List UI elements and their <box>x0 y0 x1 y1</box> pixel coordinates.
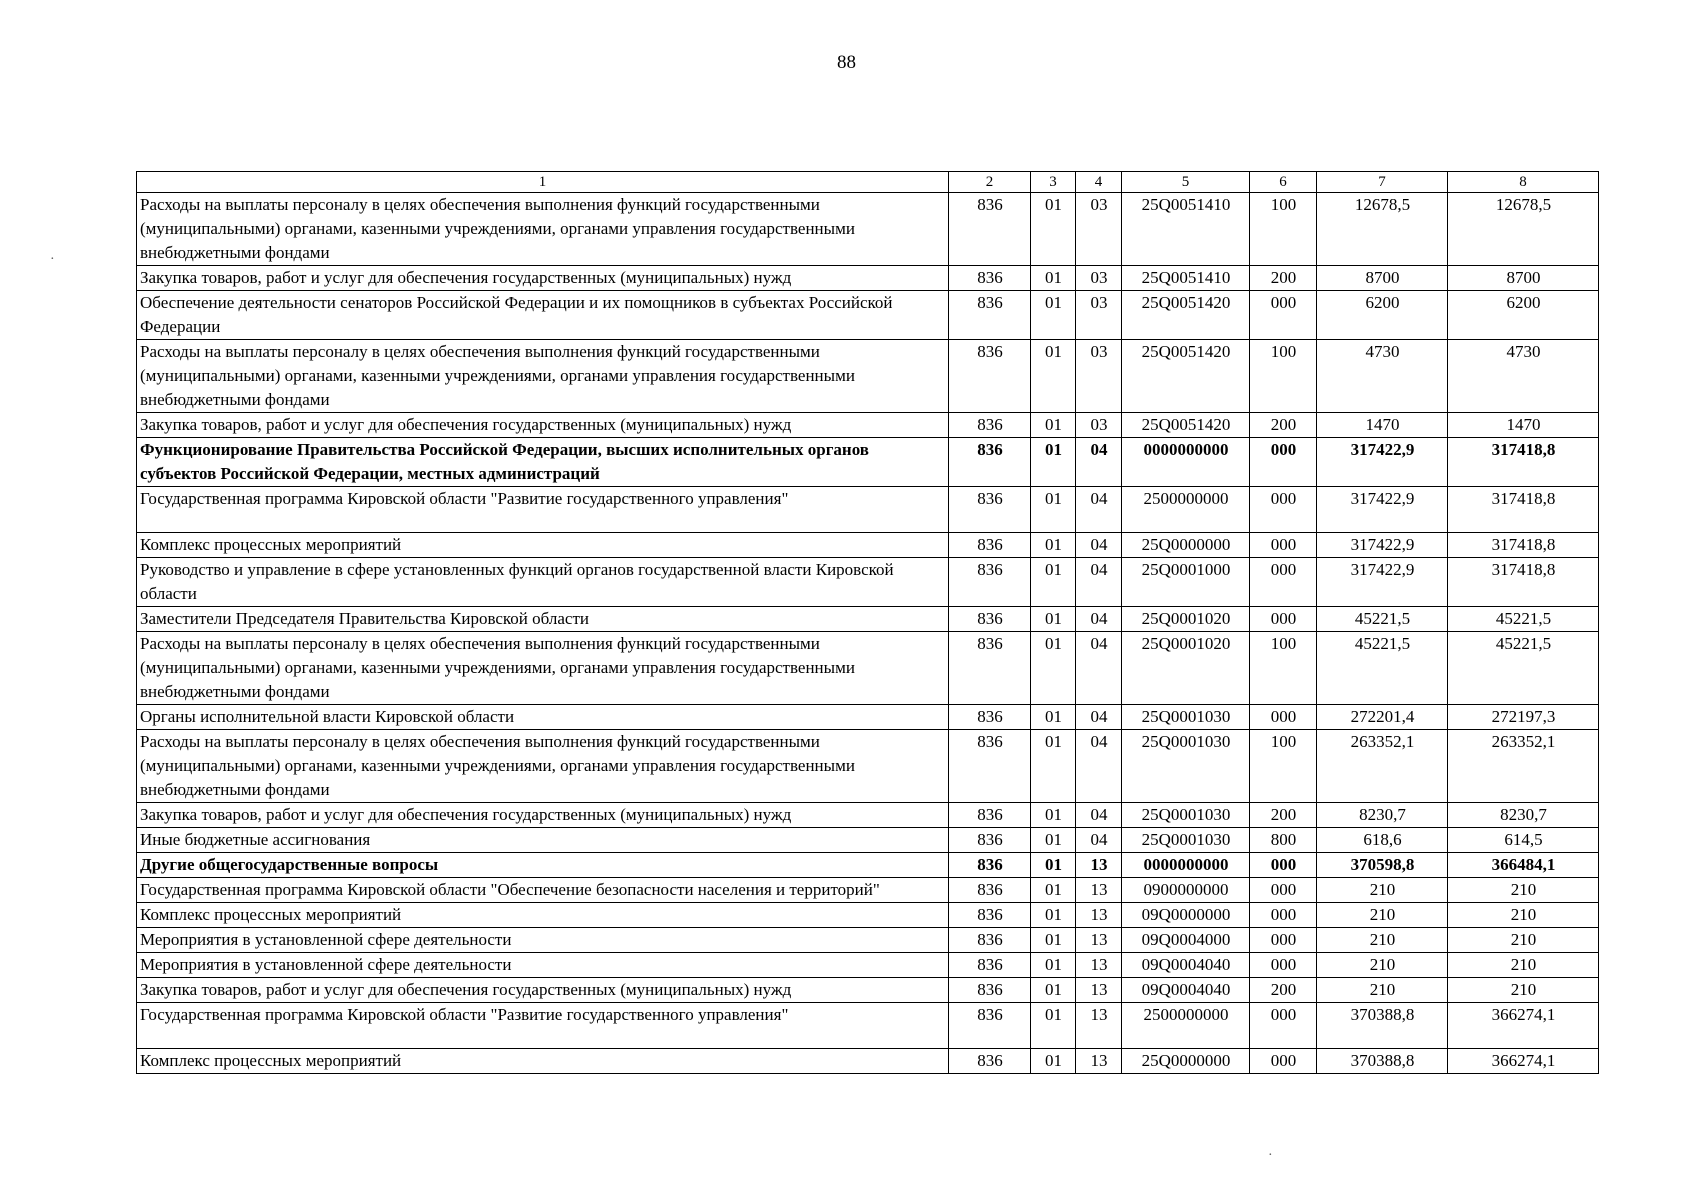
amount-year2-cell: 45221,5 <box>1448 632 1599 705</box>
section-cell: 01 <box>1031 928 1076 953</box>
expense-type-cell: 200 <box>1250 413 1317 438</box>
admin-code-cell: 836 <box>949 487 1031 533</box>
amount-year1-cell: 210 <box>1317 878 1448 903</box>
section-cell: 01 <box>1031 853 1076 878</box>
admin-code-cell: 836 <box>949 878 1031 903</box>
expense-type-cell: 000 <box>1250 705 1317 730</box>
table-row <box>137 730 1599 803</box>
target-article-cell: 0000000000 <box>1122 438 1250 487</box>
amount-year2-cell: 366274,1 <box>1448 1049 1599 1074</box>
expense-type-cell: 200 <box>1250 978 1317 1003</box>
scan-speck: · <box>1268 1148 1273 1163</box>
row-name-cell: Обеспечение деятельности сенаторов Российской Федерации и их помощников в субъектах Российской Федерации <box>137 291 949 340</box>
subsection-cell: 13 <box>1076 878 1122 903</box>
header-cell: 8 <box>1448 172 1599 193</box>
scan-speck: · <box>50 252 55 267</box>
admin-code-cell: 836 <box>949 853 1031 878</box>
subsection-cell: 13 <box>1076 953 1122 978</box>
amount-year2-cell: 8230,7 <box>1448 803 1599 828</box>
subsection-cell: 13 <box>1076 1003 1122 1049</box>
subsection-cell: 03 <box>1076 413 1122 438</box>
subsection-cell: 13 <box>1076 1049 1122 1074</box>
header-cell: 3 <box>1031 172 1076 193</box>
row-name-cell: Закупка товаров, работ и услуг для обеспечения государственных (муниципальных) нужд <box>137 978 949 1003</box>
target-article-cell: 25Q0000000 <box>1122 533 1250 558</box>
subsection-cell: 04 <box>1076 705 1122 730</box>
amount-year2-cell: 210 <box>1448 878 1599 903</box>
subsection-cell: 04 <box>1076 730 1122 803</box>
section-cell: 01 <box>1031 607 1076 632</box>
section-cell: 01 <box>1031 803 1076 828</box>
admin-code-cell: 836 <box>949 413 1031 438</box>
subsection-cell: 04 <box>1076 533 1122 558</box>
admin-code-cell: 836 <box>949 705 1031 730</box>
target-article-cell: 09Q0004000 <box>1122 928 1250 953</box>
header-cell: 2 <box>949 172 1031 193</box>
amount-year1-cell: 317422,9 <box>1317 438 1448 487</box>
table-row <box>137 978 1599 1003</box>
amount-year2-cell: 12678,5 <box>1448 193 1599 266</box>
section-cell: 01 <box>1031 438 1076 487</box>
subsection-cell: 03 <box>1076 291 1122 340</box>
page-number: 88 <box>837 52 856 73</box>
target-article-cell: 25Q0001020 <box>1122 632 1250 705</box>
expense-type-cell: 000 <box>1250 533 1317 558</box>
target-article-cell: 25Q0001020 <box>1122 607 1250 632</box>
admin-code-cell: 836 <box>949 266 1031 291</box>
amount-year2-cell: 210 <box>1448 928 1599 953</box>
amount-year1-cell: 45221,5 <box>1317 607 1448 632</box>
row-name-cell: Расходы на выплаты персоналу в целях обеспечения выполнения функций государственными (муниципальными) органами, казенными учреждениями, органами управления государственными внебюджетными фондами <box>137 632 949 705</box>
amount-year2-cell: 210 <box>1448 953 1599 978</box>
section-cell: 01 <box>1031 730 1076 803</box>
amount-year1-cell: 8700 <box>1317 266 1448 291</box>
table-row <box>137 853 1599 878</box>
section-cell: 01 <box>1031 266 1076 291</box>
expense-type-cell: 200 <box>1250 803 1317 828</box>
row-name-cell: Государственная программа Кировской области "Развитие государственного управления" <box>137 1003 949 1049</box>
table-row <box>137 828 1599 853</box>
section-cell: 01 <box>1031 558 1076 607</box>
subsection-cell: 13 <box>1076 903 1122 928</box>
subsection-cell: 03 <box>1076 193 1122 266</box>
expense-type-cell: 100 <box>1250 730 1317 803</box>
amount-year1-cell: 317422,9 <box>1317 558 1448 607</box>
expense-type-cell: 000 <box>1250 438 1317 487</box>
admin-code-cell: 836 <box>949 1049 1031 1074</box>
table-row <box>137 533 1599 558</box>
expense-type-cell: 000 <box>1250 953 1317 978</box>
target-article-cell: 25Q0051420 <box>1122 340 1250 413</box>
expense-type-cell: 000 <box>1250 558 1317 607</box>
table-row <box>137 266 1599 291</box>
table-row <box>137 632 1599 705</box>
row-name-cell: Мероприятия в установленной сфере деятельности <box>137 928 949 953</box>
expense-type-cell: 100 <box>1250 340 1317 413</box>
target-article-cell: 25Q0001030 <box>1122 705 1250 730</box>
amount-year2-cell: 317418,8 <box>1448 558 1599 607</box>
subsection-cell: 04 <box>1076 828 1122 853</box>
expense-type-cell: 000 <box>1250 928 1317 953</box>
table-row <box>137 928 1599 953</box>
expense-type-cell: 000 <box>1250 878 1317 903</box>
admin-code-cell: 836 <box>949 632 1031 705</box>
amount-year1-cell: 370388,8 <box>1317 1003 1448 1049</box>
table-row <box>137 607 1599 632</box>
admin-code-cell: 836 <box>949 533 1031 558</box>
target-article-cell: 25Q0000000 <box>1122 1049 1250 1074</box>
target-article-cell: 09Q0000000 <box>1122 903 1250 928</box>
section-cell: 01 <box>1031 291 1076 340</box>
admin-code-cell: 836 <box>949 903 1031 928</box>
row-name-cell: Функционирование Правительства Российской Федерации, высших исполнительных органов субъектов Российской Федерации, местных администраций <box>137 438 949 487</box>
row-name-cell: Расходы на выплаты персоналу в целях обеспечения выполнения функций государственными (муниципальными) органами, казенными учреждениями, органами управления государственными внебюджетными фондами <box>137 340 949 413</box>
expense-type-cell: 000 <box>1250 607 1317 632</box>
table-row <box>137 438 1599 487</box>
admin-code-cell: 836 <box>949 730 1031 803</box>
budget-table <box>136 171 1599 1074</box>
admin-code-cell: 836 <box>949 607 1031 632</box>
amount-year1-cell: 370388,8 <box>1317 1049 1448 1074</box>
header-cell: 6 <box>1250 172 1317 193</box>
amount-year1-cell: 45221,5 <box>1317 632 1448 705</box>
header-cell: 1 <box>137 172 949 193</box>
expense-type-cell: 000 <box>1250 903 1317 928</box>
table-row <box>137 705 1599 730</box>
table-row <box>137 340 1599 413</box>
row-name-cell: Государственная программа Кировской области "Обеспечение безопасности населения и территорий" <box>137 878 949 903</box>
section-cell: 01 <box>1031 903 1076 928</box>
table-row <box>137 193 1599 266</box>
row-name-cell: Комплекс процессных мероприятий <box>137 1049 949 1074</box>
amount-year1-cell: 210 <box>1317 903 1448 928</box>
amount-year1-cell: 272201,4 <box>1317 705 1448 730</box>
table-row <box>137 1049 1599 1074</box>
subsection-cell: 04 <box>1076 487 1122 533</box>
amount-year2-cell: 366484,1 <box>1448 853 1599 878</box>
target-article-cell: 0000000000 <box>1122 853 1250 878</box>
amount-year1-cell: 618,6 <box>1317 828 1448 853</box>
table-row <box>137 558 1599 607</box>
amount-year2-cell: 614,5 <box>1448 828 1599 853</box>
subsection-cell: 13 <box>1076 978 1122 1003</box>
expense-type-cell: 100 <box>1250 193 1317 266</box>
admin-code-cell: 836 <box>949 953 1031 978</box>
row-name-cell: Другие общегосударственные вопросы <box>137 853 949 878</box>
expense-type-cell: 000 <box>1250 291 1317 340</box>
amount-year1-cell: 210 <box>1317 978 1448 1003</box>
admin-code-cell: 836 <box>949 193 1031 266</box>
target-article-cell: 0900000000 <box>1122 878 1250 903</box>
expense-type-cell: 000 <box>1250 1003 1317 1049</box>
admin-code-cell: 836 <box>949 978 1031 1003</box>
amount-year1-cell: 317422,9 <box>1317 533 1448 558</box>
target-article-cell: 25Q0051420 <box>1122 291 1250 340</box>
amount-year1-cell: 263352,1 <box>1317 730 1448 803</box>
section-cell: 01 <box>1031 1049 1076 1074</box>
target-article-cell: 25Q0001030 <box>1122 730 1250 803</box>
amount-year2-cell: 317418,8 <box>1448 533 1599 558</box>
row-name-cell: Комплекс процессных мероприятий <box>137 903 949 928</box>
target-article-cell: 25Q0001030 <box>1122 828 1250 853</box>
amount-year2-cell: 263352,1 <box>1448 730 1599 803</box>
subsection-cell: 04 <box>1076 607 1122 632</box>
row-name-cell: Комплекс процессных мероприятий <box>137 533 949 558</box>
header-cell: 7 <box>1317 172 1448 193</box>
section-cell: 01 <box>1031 828 1076 853</box>
row-name-cell: Государственная программа Кировской области "Развитие государственного управления" <box>137 487 949 533</box>
section-cell: 01 <box>1031 413 1076 438</box>
section-cell: 01 <box>1031 878 1076 903</box>
amount-year1-cell: 210 <box>1317 953 1448 978</box>
expense-type-cell: 800 <box>1250 828 1317 853</box>
target-article-cell: 25Q0001030 <box>1122 803 1250 828</box>
table-row <box>137 487 1599 533</box>
subsection-cell: 04 <box>1076 558 1122 607</box>
row-name-cell: Закупка товаров, работ и услуг для обеспечения государственных (муниципальных) нужд <box>137 266 949 291</box>
target-article-cell: 2500000000 <box>1122 487 1250 533</box>
amount-year1-cell: 210 <box>1317 928 1448 953</box>
target-article-cell: 09Q0004040 <box>1122 978 1250 1003</box>
amount-year2-cell: 45221,5 <box>1448 607 1599 632</box>
header-row <box>137 172 1599 193</box>
admin-code-cell: 836 <box>949 928 1031 953</box>
section-cell: 01 <box>1031 340 1076 413</box>
row-name-cell: Органы исполнительной власти Кировской области <box>137 705 949 730</box>
expense-type-cell: 100 <box>1250 632 1317 705</box>
expense-type-cell: 000 <box>1250 1049 1317 1074</box>
amount-year2-cell: 317418,8 <box>1448 438 1599 487</box>
amount-year2-cell: 210 <box>1448 903 1599 928</box>
amount-year1-cell: 370598,8 <box>1317 853 1448 878</box>
amount-year1-cell: 1470 <box>1317 413 1448 438</box>
table-row <box>137 413 1599 438</box>
section-cell: 01 <box>1031 978 1076 1003</box>
row-name-cell: Расходы на выплаты персоналу в целях обеспечения выполнения функций государственными (муниципальными) органами, казенными учреждениями, органами управления государственными внебюджетными фондами <box>137 193 949 266</box>
amount-year1-cell: 8230,7 <box>1317 803 1448 828</box>
target-article-cell: 25Q0051410 <box>1122 193 1250 266</box>
subsection-cell: 03 <box>1076 340 1122 413</box>
table-row <box>137 291 1599 340</box>
amount-year1-cell: 4730 <box>1317 340 1448 413</box>
target-article-cell: 25Q0051420 <box>1122 413 1250 438</box>
table-row <box>137 903 1599 928</box>
admin-code-cell: 836 <box>949 828 1031 853</box>
target-article-cell: 09Q0004040 <box>1122 953 1250 978</box>
section-cell: 01 <box>1031 953 1076 978</box>
section-cell: 01 <box>1031 487 1076 533</box>
amount-year1-cell: 317422,9 <box>1317 487 1448 533</box>
expense-type-cell: 000 <box>1250 853 1317 878</box>
expense-type-cell: 200 <box>1250 266 1317 291</box>
table-body <box>137 193 1599 1074</box>
amount-year2-cell: 4730 <box>1448 340 1599 413</box>
amount-year2-cell: 366274,1 <box>1448 1003 1599 1049</box>
row-name-cell: Расходы на выплаты персоналу в целях обеспечения выполнения функций государственными (муниципальными) органами, казенными учреждениями, органами управления государственными внебюджетными фондами <box>137 730 949 803</box>
admin-code-cell: 836 <box>949 340 1031 413</box>
subsection-cell: 13 <box>1076 928 1122 953</box>
amount-year1-cell: 12678,5 <box>1317 193 1448 266</box>
subsection-cell: 03 <box>1076 266 1122 291</box>
target-article-cell: 25Q0001000 <box>1122 558 1250 607</box>
section-cell: 01 <box>1031 1003 1076 1049</box>
admin-code-cell: 836 <box>949 291 1031 340</box>
table-row <box>137 803 1599 828</box>
table-row <box>137 878 1599 903</box>
section-cell: 01 <box>1031 193 1076 266</box>
subsection-cell: 13 <box>1076 853 1122 878</box>
target-article-cell: 25Q0051410 <box>1122 266 1250 291</box>
subsection-cell: 04 <box>1076 438 1122 487</box>
row-name-cell: Заместители Председателя Правительства Кировской области <box>137 607 949 632</box>
row-name-cell: Мероприятия в установленной сфере деятельности <box>137 953 949 978</box>
amount-year2-cell: 317418,8 <box>1448 487 1599 533</box>
header-cell: 5 <box>1122 172 1250 193</box>
amount-year2-cell: 272197,3 <box>1448 705 1599 730</box>
row-name-cell: Руководство и управление в сфере установленных функций органов государственной власти Кировской области <box>137 558 949 607</box>
row-name-cell: Закупка товаров, работ и услуг для обеспечения государственных (муниципальных) нужд <box>137 413 949 438</box>
section-cell: 01 <box>1031 533 1076 558</box>
subsection-cell: 04 <box>1076 803 1122 828</box>
expense-type-cell: 000 <box>1250 487 1317 533</box>
table-row <box>137 953 1599 978</box>
admin-code-cell: 836 <box>949 438 1031 487</box>
amount-year1-cell: 6200 <box>1317 291 1448 340</box>
row-name-cell: Закупка товаров, работ и услуг для обеспечения государственных (муниципальных) нужд <box>137 803 949 828</box>
section-cell: 01 <box>1031 705 1076 730</box>
amount-year2-cell: 1470 <box>1448 413 1599 438</box>
header-cell: 4 <box>1076 172 1122 193</box>
admin-code-cell: 836 <box>949 558 1031 607</box>
section-cell: 01 <box>1031 632 1076 705</box>
table-row <box>137 1003 1599 1049</box>
amount-year2-cell: 6200 <box>1448 291 1599 340</box>
target-article-cell: 2500000000 <box>1122 1003 1250 1049</box>
amount-year2-cell: 8700 <box>1448 266 1599 291</box>
admin-code-cell: 836 <box>949 803 1031 828</box>
subsection-cell: 04 <box>1076 632 1122 705</box>
row-name-cell: Иные бюджетные ассигнования <box>137 828 949 853</box>
amount-year2-cell: 210 <box>1448 978 1599 1003</box>
admin-code-cell: 836 <box>949 1003 1031 1049</box>
